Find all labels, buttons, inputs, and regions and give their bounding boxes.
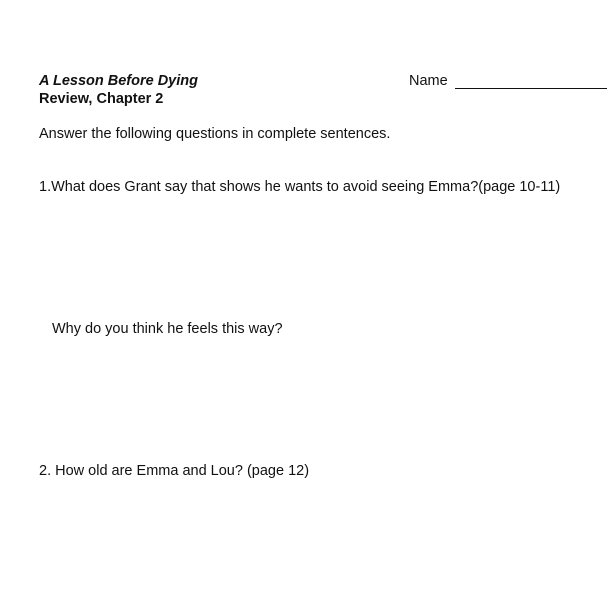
- name-label: Name: [409, 73, 448, 89]
- worksheet-title: A Lesson Before Dying: [39, 73, 198, 89]
- instructions-text: Answer the following questions in complete sentences.: [39, 126, 391, 142]
- name-blank-line: [455, 88, 607, 89]
- worksheet-subtitle: Review, Chapter 2: [39, 91, 164, 107]
- question-2: 2. How old are Emma and Lou? (page 12): [39, 463, 310, 479]
- question-1-followup: Why do you think he feels this way?: [52, 321, 283, 337]
- question-1: 1.What does Grant say that shows he wants to avoid seeing Emma?(page 10-11): [39, 179, 561, 195]
